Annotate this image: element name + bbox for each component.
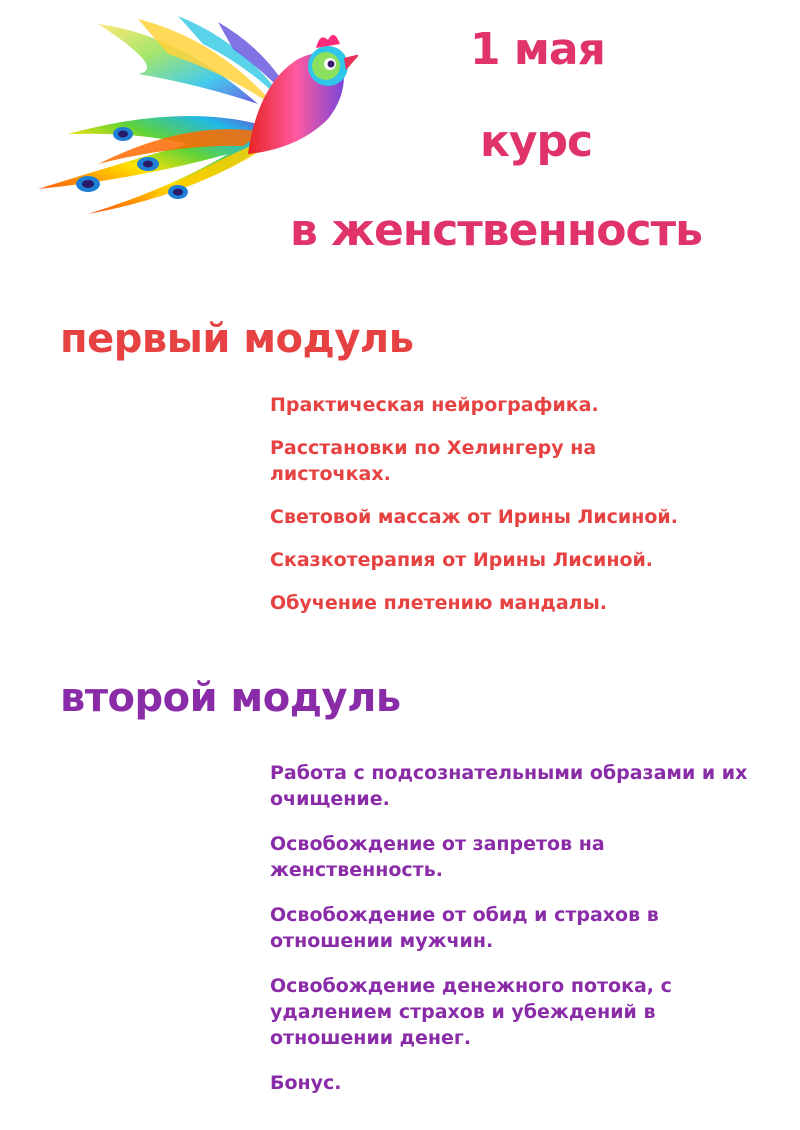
- module-1-item: Световой массаж от Ирины Лисиной.: [270, 506, 678, 528]
- module-2-heading: второй модуль: [60, 675, 401, 721]
- module-1-item: Расстановки по Хелингеру на листочках.: [270, 437, 597, 485]
- module-1-item: Сказкотерапия от Ирины Лисиной.: [270, 549, 654, 571]
- module-2-item: Освобождение от запретов на женственность.: [270, 833, 605, 881]
- module-1-list: [270, 392, 770, 633]
- module-2-item: Освобождение от обид и страхов в отношении мужчин.: [270, 904, 659, 952]
- module-1-item: Обучение плетению мандалы.: [270, 592, 607, 614]
- course-title: в женственность: [290, 205, 702, 256]
- module-2-item: Работа с подсознательными образами и их очищение.: [270, 762, 748, 810]
- rainbow-phoenix-icon: [28, 14, 358, 214]
- module-2-list: [270, 760, 770, 1115]
- module-2-item: Бонус.: [270, 1072, 342, 1094]
- course-date: 1 мая: [470, 24, 605, 75]
- course-label: курс: [480, 116, 593, 167]
- module-1-heading: первый модуль: [60, 316, 414, 362]
- module-1-item: Практическая нейрографика.: [270, 394, 599, 416]
- module-2-item: Освобождение денежного потока, с удалением страхов и убеждений в отношении денег.: [270, 975, 672, 1049]
